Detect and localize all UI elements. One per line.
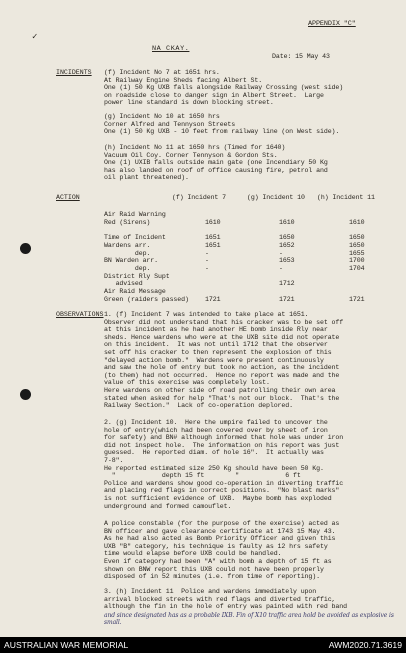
footer-reference: AWM2020.71.3619 bbox=[328, 640, 402, 650]
action-row-label: Red (Sirens) bbox=[104, 218, 151, 226]
observation-line: BN officer and gave clearance certificate at 1743 15 May 43. bbox=[104, 527, 336, 535]
observation-line: on this incident. It was not until 1712 that the observer bbox=[104, 341, 328, 349]
action-column-header: (h) Incident 11 bbox=[317, 194, 375, 201]
observation-line: value of this exercise was completely lost. bbox=[104, 379, 270, 387]
action-row-label: District Rly Supt bbox=[104, 272, 170, 280]
action-row-label: dep. bbox=[104, 249, 151, 257]
incident-line: One (1) UXIB falls outside main gate (one Incendiary 50 Kg bbox=[104, 159, 328, 167]
action-cell: 1653 bbox=[279, 257, 295, 265]
action-column-header: (f) Incident 7 bbox=[172, 194, 226, 201]
observation-line: at this incident as he had another HE bomb inside Rly near bbox=[104, 326, 328, 334]
document-date: Date: 15 May 43 bbox=[272, 53, 330, 60]
observation-line: is not sufficient evidence of UXB. Maybe bomb has exploded bbox=[104, 495, 332, 502]
handwritten-note: and since designated has as a probable IXB. Fin of X10 traffic area hold be avoided as explosive is small. bbox=[104, 612, 394, 626]
observation-line: He reported estimated size 250 Kg should have been 50 Kg. bbox=[104, 464, 324, 472]
document-title: NA CKAY. bbox=[152, 45, 190, 53]
action-cell: 1650 bbox=[279, 234, 295, 242]
incident-line: (h) Incident No 11 at 1650 hrs (Timed for 1640) bbox=[104, 144, 286, 151]
observations-section-label: OBSERVATIONS bbox=[56, 311, 104, 318]
observation-line: sheds. Hence wardens who were at the UXB site did not operate bbox=[104, 333, 340, 341]
action-row-label: dep. bbox=[104, 264, 151, 272]
observation-line: Even if category had been "A" with bomb a depth of 15 ft as bbox=[104, 558, 332, 565]
action-cell: 1721 bbox=[279, 295, 295, 303]
action-row-label: Time of Incident bbox=[104, 234, 166, 242]
action-cell: 1721 bbox=[349, 295, 365, 303]
observation-line: although the fin in the hole of entry was painted with red band bbox=[104, 603, 347, 611]
binder-hole-top bbox=[20, 243, 31, 254]
action-cell: 1650 bbox=[349, 234, 365, 242]
observation-line: hole of entry(which had been covered over by sheet of iron bbox=[104, 426, 328, 434]
observation-line: Here wardens on other side of road patrolling their own area bbox=[104, 387, 336, 394]
incident-line: has also landed on roof of office causing fire, petrol and bbox=[104, 166, 328, 174]
observation-line: and saw the hole of entry but took no action, as the incident bbox=[104, 364, 340, 372]
observation-line: 1. (f) Incident 7 was intended to take place at 1651. bbox=[104, 311, 309, 318]
observation-line: As he had also acted as Bomb Priority Officer and given this bbox=[104, 535, 336, 543]
incident-line: Vacuum Oil Coy. Corner Tennyson & Gordon Sts. bbox=[104, 151, 278, 159]
incident-line: power line standard is down blocking street. bbox=[104, 99, 274, 107]
action-row-label: advised bbox=[104, 280, 143, 288]
action-cell: 1650 bbox=[349, 241, 365, 249]
incident-line: One (1) 50 Kg UXB - 10 feet from railway line (on West side). bbox=[104, 128, 340, 136]
observation-line: guessed. He reported diam. of hole 16". It actually was bbox=[104, 449, 324, 457]
action-cell: 1700 bbox=[349, 257, 365, 265]
observation-line: Observer did not understand that his cracker was to be set off bbox=[104, 318, 344, 326]
incident-line: (f) Incident No 7 at 1651 hrs. bbox=[104, 69, 220, 76]
observation-line: for safety) and BN# although informed that hole was under iron bbox=[104, 434, 344, 442]
action-row-label: Air Raid Warning bbox=[104, 211, 166, 218]
check-mark-icon: ✓ bbox=[32, 32, 38, 42]
action-cell: - bbox=[205, 264, 209, 272]
incident-line: oil plant threatened). bbox=[104, 174, 189, 182]
action-cell: - bbox=[205, 249, 209, 257]
incident-line: One (1) 50 Kg UXB falls alongside Railway Crossing (west side) bbox=[104, 84, 344, 92]
incidents-section-label: INCIDENTS bbox=[56, 69, 92, 76]
action-row-label: BN Warden arr. bbox=[104, 257, 158, 265]
observation-line: A police constable (for the purpose of the exercise) acted as bbox=[104, 520, 340, 527]
observation-line: Police and wardens show good co-operation in diverting traffic bbox=[104, 479, 344, 487]
action-cell: - bbox=[205, 257, 209, 265]
action-section-label: ACTION bbox=[56, 194, 80, 201]
binder-hole-bottom bbox=[20, 389, 31, 400]
action-cell: - bbox=[279, 249, 283, 257]
action-cell: - bbox=[279, 264, 283, 272]
action-cell: 1610 bbox=[205, 218, 221, 226]
observation-line: shown on BNW report this UXB could not have been properly bbox=[104, 565, 324, 573]
action-cell: 1610 bbox=[349, 218, 365, 226]
observation-line: Railway Section." Lack of co-operation deplored. bbox=[104, 402, 293, 410]
action-cell: 1652 bbox=[279, 241, 295, 249]
action-column-header: (g) Incident 10 bbox=[247, 194, 305, 201]
observation-line: and placing red flags in correct positions. "No blast marks" bbox=[104, 487, 340, 495]
observation-line: stated when asked for help "That's not our block. That's the bbox=[104, 394, 340, 402]
appendix-label: APPENDIX "C" bbox=[308, 20, 356, 28]
observation-line: (to them) had not occurred. Hence no report was made and the bbox=[104, 371, 340, 379]
incident-line: At Railway Engine Sheds facing Albert St. bbox=[104, 76, 263, 84]
action-cell: 1712 bbox=[279, 280, 295, 288]
incident-line: on roadside close to danger sign in Albert Street. Large bbox=[104, 91, 324, 99]
footer-institution: AUSTRALIAN WAR MEMORIAL bbox=[4, 640, 129, 650]
observation-line: did not inspect hole. The information on his report was just bbox=[104, 441, 340, 449]
observation-line: arrival blocked streets with red flags and diverted traffic, bbox=[104, 595, 336, 603]
action-cell: 1704 bbox=[349, 264, 365, 272]
observation-line: disposed of in 52 minutes (i.e. from time of reporting). bbox=[104, 573, 320, 581]
observation-line: "delayed action bomb." Wardens were present continuously bbox=[104, 356, 324, 364]
action-row-label: Green (raiders passed) bbox=[104, 295, 189, 303]
incident-line: Corner Alfred and Tennyson Streets bbox=[104, 120, 236, 128]
action-row-label: Wardens arr. bbox=[104, 241, 151, 249]
action-cell: 1651 bbox=[205, 241, 221, 249]
observation-line: 7-8". bbox=[104, 457, 124, 464]
action-cell: 1655 bbox=[349, 249, 365, 257]
action-cell: 1721 bbox=[205, 295, 221, 303]
observation-line: underground and formed camouflet. bbox=[104, 502, 232, 510]
incident-line: (g) Incident No 10 at 1650 hrs bbox=[104, 113, 220, 120]
observation-line: 2. (g) Incident 10. Here the umpire failed to uncover the bbox=[104, 419, 328, 426]
observation-line: time would elapse before UXB could be handled. bbox=[104, 550, 282, 558]
archive-footer bbox=[0, 637, 406, 653]
observation-line: 3. (h) Incident 11 Police and wardens immediately upon bbox=[104, 588, 317, 595]
observation-line: set off his cracker to then represent the explosion of this bbox=[104, 349, 332, 356]
observation-line: UXB "B" category, his technique is faulty as 12 hrs safety bbox=[104, 542, 328, 550]
action-cell: 1610 bbox=[279, 218, 295, 226]
action-cell: 1651 bbox=[205, 234, 221, 242]
action-row-label: Air Raid Message bbox=[104, 288, 166, 295]
observation-line: " depth 15 ft " 6 ft bbox=[104, 472, 301, 480]
